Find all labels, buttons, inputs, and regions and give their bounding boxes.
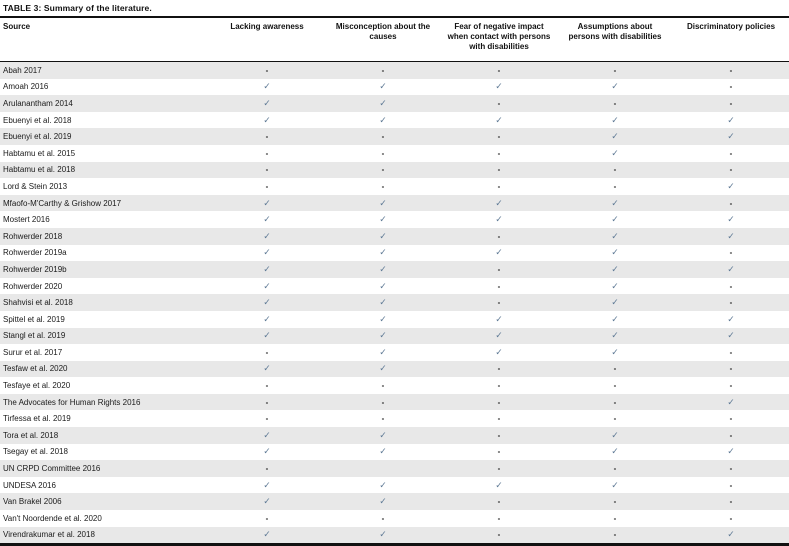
source-cell: Shahvisi et al. 2018 [3,298,73,308]
dash-mark: - [381,181,385,191]
check-mark: ✓ [727,180,735,191]
dash-mark: - [729,98,733,108]
check-mark: ✓ [379,230,387,241]
dash-mark: - [265,381,269,391]
table-row [0,211,789,228]
dash-mark: - [265,464,269,474]
check-mark: ✓ [379,313,387,324]
source-cell: Abah 2017 [3,65,42,75]
check-mark: ✓ [611,147,619,158]
check-mark: ✓ [611,429,619,440]
dash-mark: - [381,381,385,391]
literature-table [0,18,789,546]
table-row [0,228,789,245]
dash-mark: - [729,364,733,374]
column-header-2: Misconception about the causes [325,18,441,62]
source-cell: Habtamu et al. 2018 [3,165,76,175]
check-mark: ✓ [495,313,503,324]
column-header-0: Source [0,18,209,62]
dash-mark: - [497,430,501,440]
table-row [0,95,789,112]
dash-mark: - [729,513,733,523]
check-mark: ✓ [263,529,271,540]
dash-mark: - [265,347,269,357]
check-mark: ✓ [263,330,271,341]
table-row [0,195,789,212]
dash-mark: - [729,414,733,424]
check-mark: ✓ [727,114,735,125]
dash-mark: - [613,414,617,424]
column-header-3: Fear of negative impact when contact with persons with disabilities [441,18,557,62]
dash-mark: - [497,414,501,424]
dash-mark: - [497,298,501,308]
check-mark: ✓ [263,81,271,92]
dash-mark: - [265,132,269,142]
check-mark: ✓ [727,214,735,225]
dash-mark: - [381,397,385,407]
dash-mark: - [613,397,617,407]
check-mark: ✓ [611,197,619,208]
source-cell: Ebuenyi et al. 2019 [3,132,72,142]
source-cell: Virendrakumar et al. 2018 [3,530,95,540]
check-mark: ✓ [611,114,619,125]
dash-mark: - [613,65,617,75]
table-row [0,62,789,79]
check-mark: ✓ [263,97,271,108]
dash-mark: - [497,181,501,191]
check-mark: ✓ [263,114,271,125]
dash-mark: - [497,231,501,241]
check-mark: ✓ [263,214,271,225]
table-row [0,145,789,162]
dash-mark: - [381,165,385,175]
source-cell: Mfaofo-M'Carthy & Grishow 2017 [3,198,122,208]
dash-mark: - [497,381,501,391]
table-row [0,128,789,145]
source-cell: UNDESA 2016 [3,480,56,490]
table-row [0,410,789,427]
table-title: TABLE 3: Summary of the literature. [0,0,789,18]
check-mark: ✓ [379,446,387,457]
dash-mark: - [729,430,733,440]
dash-mark: - [729,248,733,258]
table-row [0,361,789,378]
check-mark: ✓ [495,197,503,208]
source-cell: The Advocates for Human Rights 2016 [3,397,141,407]
source-cell: UN CRPD Committee 2016 [3,464,101,474]
check-mark: ✓ [727,446,735,457]
dash-mark: - [265,148,269,158]
dash-mark: - [497,65,501,75]
check-mark: ✓ [495,479,503,490]
source-cell: Tirfessa et al. 2019 [3,414,71,424]
dash-mark: - [729,148,733,158]
source-cell: Stangl et al. 2019 [3,331,66,341]
dash-mark: - [729,82,733,92]
table-body [0,62,789,546]
dash-mark: - [497,264,501,274]
check-mark: ✓ [727,396,735,407]
check-mark: ✓ [611,479,619,490]
table-row [0,493,789,510]
source-cell: Surur et al. 2017 [3,347,63,357]
dash-mark: - [729,65,733,75]
dash-mark: - [497,281,501,291]
dash-mark: - [497,397,501,407]
source-cell: Tora et al. 2018 [3,430,59,440]
dash-mark: - [729,381,733,391]
check-mark: ✓ [611,446,619,457]
check-mark: ✓ [263,297,271,308]
check-mark: ✓ [379,346,387,357]
dash-mark: - [613,364,617,374]
check-mark: ✓ [263,479,271,490]
check-mark: ✓ [263,496,271,507]
dash-mark: - [265,181,269,191]
check-mark: ✓ [263,446,271,457]
check-mark: ✓ [379,429,387,440]
check-mark: ✓ [611,330,619,341]
dash-mark: - [729,198,733,208]
source-cell: Tesfaw et al. 2020 [3,364,68,374]
dash-mark: - [381,513,385,523]
table-row [0,261,789,278]
table-row [0,79,789,96]
check-mark: ✓ [495,214,503,225]
check-mark: ✓ [727,230,735,241]
table-row [0,527,789,546]
check-mark: ✓ [263,280,271,291]
dash-mark: - [265,165,269,175]
dash-mark: - [381,414,385,424]
check-mark: ✓ [611,214,619,225]
dash-mark: - [729,281,733,291]
source-cell: Van't Noordende et al. 2020 [3,513,102,523]
table-row [0,112,789,129]
dash-mark: - [265,397,269,407]
check-mark: ✓ [611,81,619,92]
dash-mark: - [497,98,501,108]
check-mark: ✓ [379,496,387,507]
dash-mark: - [613,464,617,474]
check-mark: ✓ [263,429,271,440]
check-mark: ✓ [379,363,387,374]
dash-mark: - [613,530,617,540]
table-header [0,18,789,62]
table-row [0,394,789,411]
table-row [0,178,789,195]
check-mark: ✓ [379,97,387,108]
dash-mark: - [729,347,733,357]
dash-mark: - [497,497,501,507]
check-mark: ✓ [611,263,619,274]
header-row [0,18,789,62]
dash-mark: - [613,497,617,507]
table-row [0,328,789,345]
table-row [0,427,789,444]
source-cell: Tsegay et al. 2018 [3,447,68,457]
check-mark: ✓ [263,230,271,241]
check-mark: ✓ [263,313,271,324]
source-cell: Rohwerder 2019a [3,248,67,258]
check-mark: ✓ [727,131,735,142]
dash-mark: - [497,530,501,540]
table-row [0,510,789,527]
check-mark: ✓ [727,263,735,274]
dash-mark: - [729,464,733,474]
dash-mark: - [497,464,501,474]
dash-mark: - [613,513,617,523]
check-mark: ✓ [495,247,503,258]
dash-mark: - [265,65,269,75]
column-header-1: Lacking awareness [209,18,325,62]
check-mark: ✓ [379,529,387,540]
table-row [0,377,789,394]
source-cell: Rohwerder 2020 [3,281,63,291]
dash-mark: - [613,181,617,191]
source-cell: Tesfaye et al. 2020 [3,381,71,391]
table-row [0,311,789,328]
check-mark: ✓ [379,114,387,125]
source-cell: Spittel et al. 2019 [3,314,65,324]
dash-mark: - [381,132,385,142]
dash-mark: - [497,364,501,374]
source-cell: Mostert 2016 [3,215,50,225]
check-mark: ✓ [495,330,503,341]
dash-mark: - [729,165,733,175]
check-mark: ✓ [495,346,503,357]
dash-mark: - [613,381,617,391]
check-mark: ✓ [611,230,619,241]
source-cell: Arulanantham 2014 [3,98,73,108]
table-row [0,477,789,494]
check-mark: ✓ [611,131,619,142]
check-mark: ✓ [727,330,735,341]
dash-mark: - [613,98,617,108]
source-cell: Ebuenyi et al. 2018 [3,115,72,125]
empty-cell [325,460,441,477]
check-mark: ✓ [263,263,271,274]
check-mark: ✓ [495,81,503,92]
check-mark: ✓ [611,280,619,291]
table-row [0,278,789,295]
dash-mark: - [729,480,733,490]
dash-mark: - [381,148,385,158]
source-cell: Rohwerder 2018 [3,231,63,241]
dash-mark: - [497,148,501,158]
check-mark: ✓ [379,479,387,490]
check-mark: ✓ [379,330,387,341]
table-row [0,344,789,361]
check-mark: ✓ [263,247,271,258]
check-mark: ✓ [379,214,387,225]
source-cell: Amoah 2016 [3,82,49,92]
dash-mark: - [497,513,501,523]
source-cell: Habtamu et al. 2015 [3,148,76,158]
table-row [0,162,789,179]
check-mark: ✓ [727,313,735,324]
check-mark: ✓ [495,114,503,125]
check-mark: ✓ [611,247,619,258]
dash-mark: - [497,165,501,175]
check-mark: ✓ [379,297,387,308]
check-mark: ✓ [379,197,387,208]
dash-mark: - [265,414,269,424]
dash-mark: - [497,132,501,142]
column-header-4: Assumptions about persons with disabilities [557,18,673,62]
dash-mark: - [497,447,501,457]
dash-mark: - [381,65,385,75]
source-cell: Lord & Stein 2013 [3,181,68,191]
check-mark: ✓ [611,346,619,357]
column-header-5: Discriminatory policies [673,18,789,62]
check-mark: ✓ [379,280,387,291]
check-mark: ✓ [611,313,619,324]
dash-mark: - [613,165,617,175]
table-row [0,294,789,311]
check-mark: ✓ [379,263,387,274]
table-row [0,460,789,477]
table-row [0,444,789,461]
dash-mark: - [729,497,733,507]
check-mark: ✓ [263,197,271,208]
dash-mark: - [265,513,269,523]
check-mark: ✓ [379,247,387,258]
source-cell: Rohwerder 2019b [3,264,67,274]
dash-mark: - [729,298,733,308]
check-mark: ✓ [379,81,387,92]
table-row [0,245,789,262]
check-mark: ✓ [727,529,735,540]
check-mark: ✓ [263,363,271,374]
source-cell: Van Brakel 2006 [3,497,62,507]
check-mark: ✓ [611,297,619,308]
